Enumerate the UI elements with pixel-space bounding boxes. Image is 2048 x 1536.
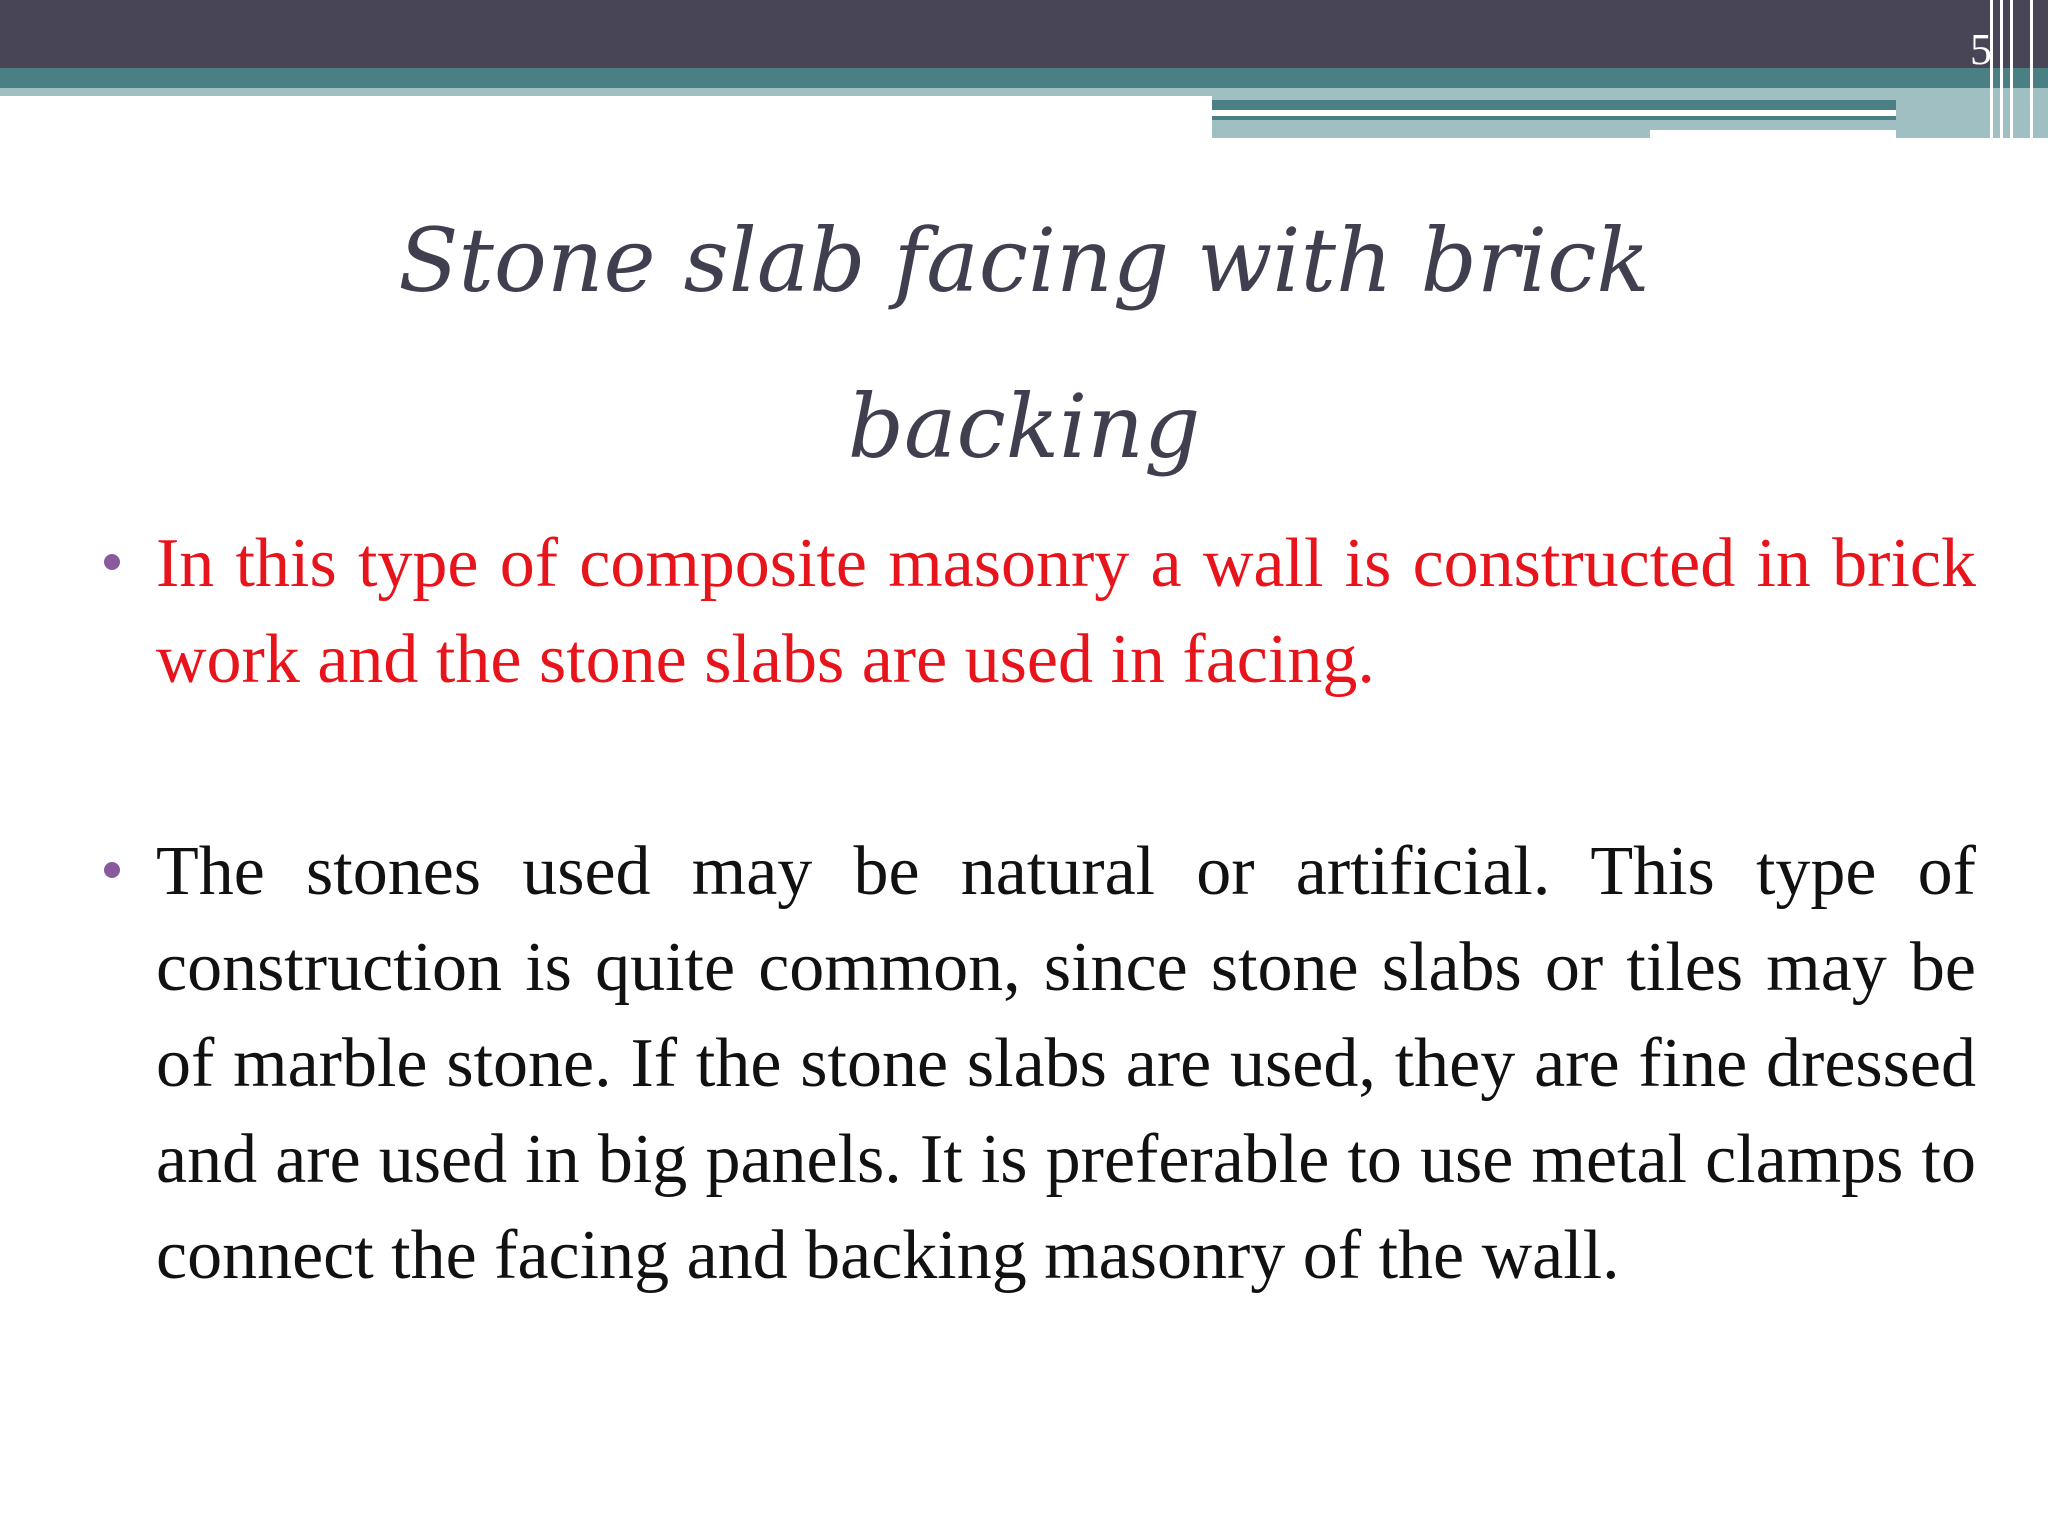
bullet-text: The stones used may be natural or artificial. This type of construction is quite common, since stone slabs or tiles may be of marble stone. If the stone slabs are used, they are fine dressed and are used in big panels. It is preferable to use metal clamps to connect the facing and backing masonry of the wall. — [156, 833, 1976, 1294]
page-number: 5 — [1970, 25, 1992, 74]
header-vertical-line — [2000, 0, 2003, 138]
header-vertical-line — [2010, 0, 2013, 138]
header-band-teal — [0, 68, 2048, 88]
slide-title: Stone slab facing with brick backing — [398, 209, 1650, 478]
header-band-light — [0, 88, 1212, 96]
header-band-dark — [0, 0, 2048, 68]
header-vertical-line — [2030, 0, 2033, 138]
header-accent-line — [1212, 110, 1896, 116]
bullet-list — [100, 516, 1976, 1304]
bullet-item — [100, 824, 1976, 1304]
bullet-marker-icon — [104, 862, 120, 878]
bullet-text: In this type of composite masonry a wall is constructed in brick work and the stone slabs are used in facing. — [156, 525, 1976, 698]
bullet-item — [100, 516, 1976, 708]
header-accent-line — [1650, 130, 1896, 138]
bullet-marker-icon — [104, 554, 120, 570]
